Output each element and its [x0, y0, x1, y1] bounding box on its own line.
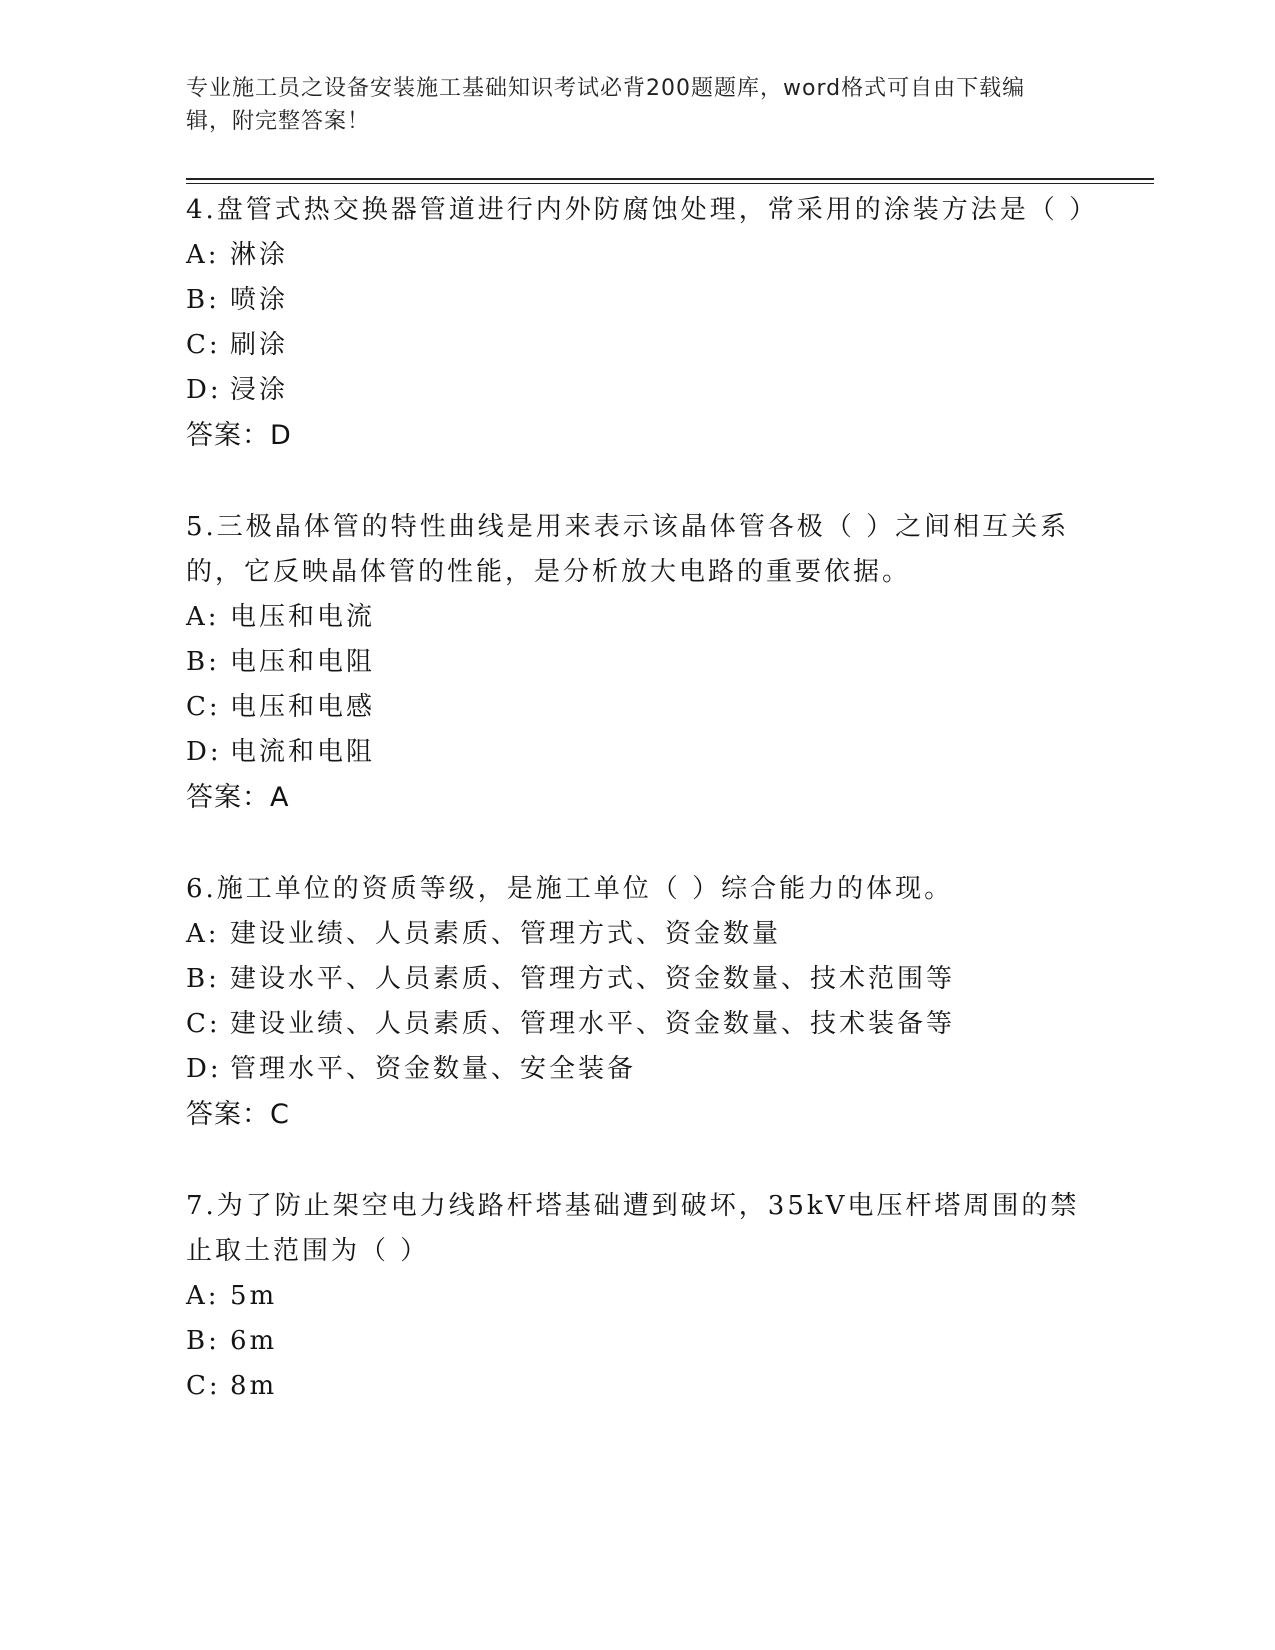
- option-c: [186, 1364, 1086, 1409]
- option-c: [186, 1002, 1086, 1047]
- option-key: B:: [186, 647, 220, 677]
- option-c: [186, 685, 1086, 730]
- option-a: [186, 233, 1086, 278]
- option-key: C:: [186, 692, 221, 722]
- option-text: 淋涂: [230, 240, 289, 270]
- option-d: [186, 730, 1086, 775]
- option-text: 6m: [230, 1326, 278, 1356]
- option-key: A:: [186, 919, 220, 949]
- option-text: 5m: [230, 1281, 278, 1311]
- option-b: [186, 640, 1086, 685]
- option-key: B:: [186, 1326, 220, 1356]
- option-key: C:: [186, 330, 221, 360]
- option-a: [186, 595, 1086, 640]
- option-text: 建设水平、人员素质、管理方式、资金数量、技术范围等: [230, 964, 956, 994]
- header-rule-thick: [186, 178, 1154, 180]
- document-header: 专业施工员之设备安装施工基础知识考试必背200题题库，word格式可自由下载编辑，附完整答案！: [186, 76, 1026, 134]
- option-a: [186, 1274, 1086, 1319]
- option-key: C:: [186, 1371, 221, 1401]
- option-text: 电压和电流: [230, 602, 376, 632]
- header-rule-thin: [186, 183, 1154, 184]
- option-text: 电压和电阻: [230, 647, 376, 677]
- option-key: A:: [186, 240, 220, 270]
- option-text: 刷涂: [230, 330, 289, 360]
- option-key: D:: [186, 1054, 222, 1084]
- option-key: C:: [186, 1009, 221, 1039]
- option-text: 浸涂: [230, 375, 289, 405]
- question-list: [186, 188, 1099, 1455]
- option-text: 建设业绩、人员素质、管理水平、资金数量、技术装备等: [230, 1009, 956, 1039]
- option-text: 8m: [230, 1371, 278, 1401]
- option-text: 管理水平、资金数量、安全装备: [230, 1054, 637, 1084]
- option-b: [186, 957, 1086, 1002]
- option-key: D:: [186, 375, 222, 405]
- option-b: [186, 1319, 1086, 1364]
- option-text: 电流和电阻: [230, 737, 376, 767]
- question-stem: 5.三极晶体管的特性曲线是用来表示该晶体管各极（ ）之间相互关系的，它反映晶体管的性能，是分析放大电路的重要依据。: [186, 512, 1070, 587]
- option-key: A:: [186, 602, 220, 632]
- answer-line: 答案：A: [186, 782, 290, 813]
- option-key: B:: [186, 285, 220, 315]
- option-text: 建设业绩、人员素质、管理方式、资金数量: [230, 919, 782, 949]
- option-d: [186, 368, 1086, 413]
- option-d: [186, 1047, 1086, 1092]
- question-4: [186, 188, 1099, 459]
- option-text: 电压和电感: [230, 692, 376, 722]
- option-b: [186, 278, 1086, 323]
- option-key: A:: [186, 1281, 220, 1311]
- option-c: [186, 323, 1086, 368]
- option-a: [186, 912, 1086, 957]
- question-6: [186, 867, 1086, 1138]
- question-stem: 7.为了防止架空电力线路杆塔基础遭到破坏，35kV电压杆塔周围的禁止取土范围为（ ）: [186, 1191, 1080, 1266]
- question-stem: 6.施工单位的资质等级，是施工单位（ ）综合能力的体现。: [186, 874, 954, 904]
- option-key: B:: [186, 964, 220, 994]
- answer-line: 答案：D: [186, 420, 292, 451]
- option-text: 喷涂: [230, 285, 289, 315]
- answer-line: 答案：C: [186, 1099, 290, 1130]
- question-5: [186, 505, 1086, 821]
- option-key: D:: [186, 737, 222, 767]
- question-7: [186, 1184, 1086, 1409]
- question-stem: 4.盘管式热交换器管道进行内外防腐蚀处理，常采用的涂装方法是（ ）: [186, 195, 1099, 225]
